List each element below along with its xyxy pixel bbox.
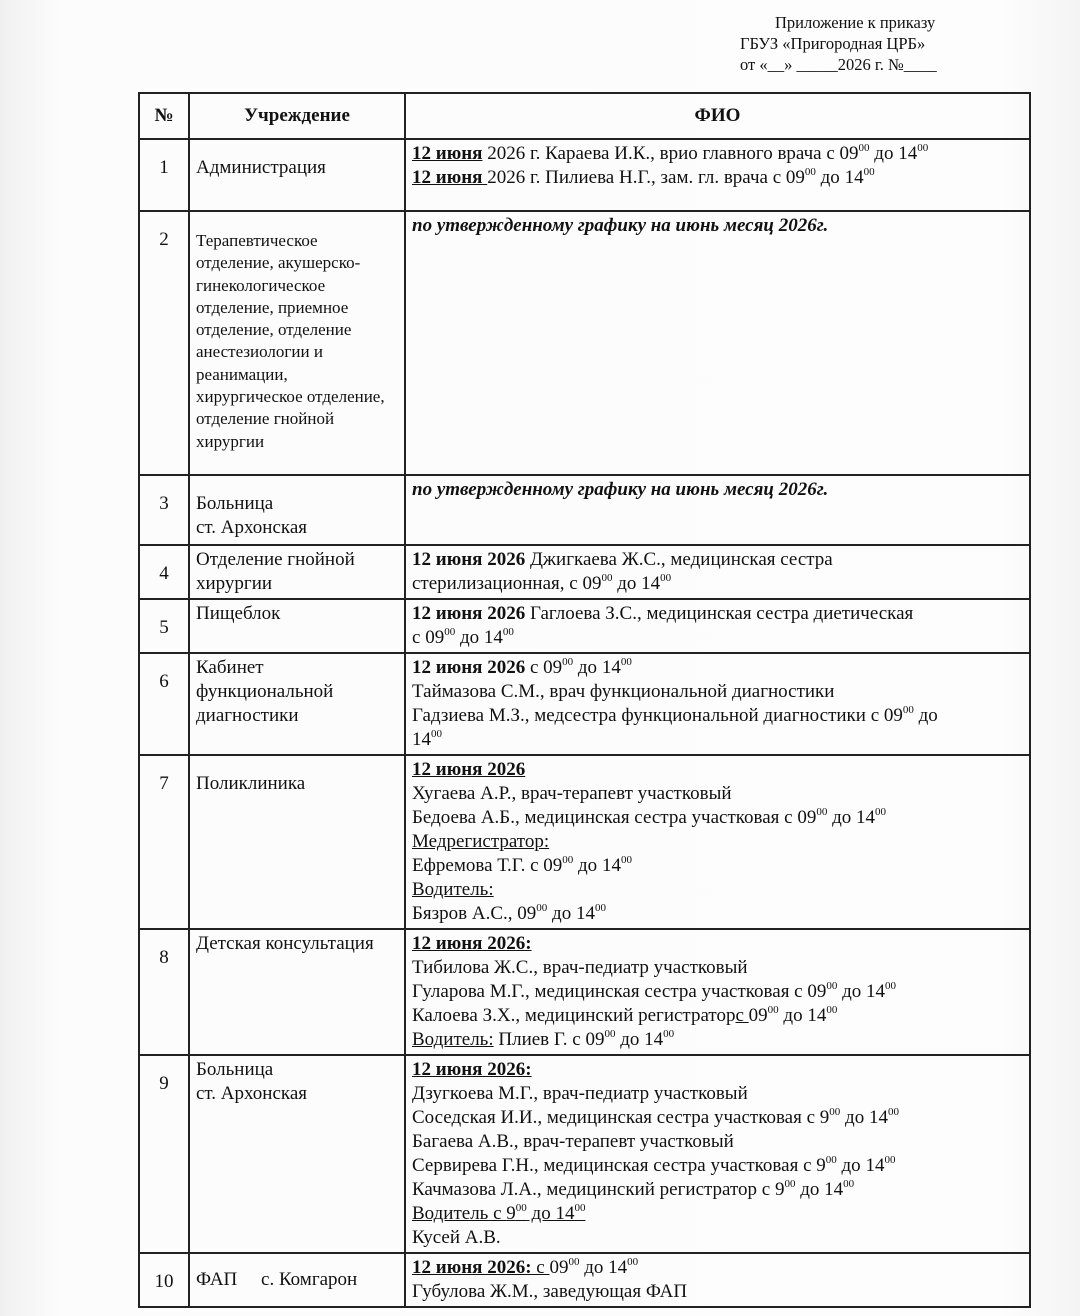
- row-fio: 12 июня 2026 Джигкаева Ж.С., медицинская сестра стерилизационная, с $09^{00}$ до $14^{00}$: [405, 545, 1030, 599]
- row-number: 2: [139, 211, 189, 475]
- row-fio: 12 июня 2026 Гаглоева З.С., медицинская сестра диетическая с $09^{00}$ до $14^{00}$: [405, 599, 1030, 653]
- header-line-2: ГБУЗ «Пригородная ЦРБ»: [740, 34, 926, 53]
- date: 12 июня 2026: [412, 549, 526, 570]
- header-line-1: Приложение к приказу: [775, 13, 936, 32]
- table-row: [139, 545, 1030, 599]
- column-header-institution: Учреждение: [189, 93, 405, 139]
- row-institution: Больница ст. Архонская: [189, 475, 405, 545]
- row-number: 8: [139, 929, 189, 1055]
- date: 12 июня 2026: [412, 759, 526, 780]
- row-number: 7: [139, 755, 189, 929]
- date: 12 июня 2026: [412, 603, 526, 624]
- row-number: 9: [139, 1055, 189, 1253]
- table-row: [139, 755, 1030, 929]
- table-row: [139, 139, 1030, 211]
- table-row: [139, 475, 1030, 545]
- table-row: [139, 211, 1030, 475]
- row-fio: 12 июня 2026 г. Караева И.К., врио главного врача с $09^{00}$ до $14^{00}$ 12 июня 2026 г. Пилиева Н.Г., зам. гл. врача с $09^{00}$ до $14^{00}$: [405, 139, 1030, 211]
- table-header-row: [139, 93, 1030, 139]
- row-number: 10: [139, 1253, 189, 1307]
- schedule-note: по утвержденному графику на июнь месяц 2026г.: [412, 479, 829, 500]
- row-institution: Кабинет функциональной диагностики: [189, 653, 405, 755]
- table-row: [139, 929, 1030, 1055]
- column-header-fio: ФИО: [405, 93, 1030, 139]
- column-header-num: №: [139, 93, 189, 139]
- date: 12 июня 2026: [412, 657, 526, 678]
- row-fio: [405, 475, 1030, 545]
- row-institution: Детская консультация: [189, 929, 405, 1055]
- schedule-note: по утвержденному графику на июнь месяц 2026г.: [412, 215, 829, 236]
- row-fio: 12 июня 2026 Хугаева А.Р., врач-терапевт участковый Бедоева А.Б., медицинская сестра участковая с $09^{00}$ до $14^{00}$ Медрегистратор: Ефремова Т.Г. с $09^{00}$ до $14^{00}$ Водитель: Бязров А.С., $09^{00}$ до $14^{00}$: [405, 755, 1030, 929]
- table-row: [139, 1253, 1030, 1307]
- table-row: [139, 653, 1030, 755]
- row-fio: [405, 211, 1030, 475]
- row-institution: Пищеблок: [189, 599, 405, 653]
- row-number: 5: [139, 599, 189, 653]
- document-header: [740, 12, 970, 75]
- date: 12 июня 2026:: [412, 1059, 532, 1080]
- row-institution: Больница ст. Архонская: [189, 1055, 405, 1253]
- date: 12 июня 2026:: [412, 933, 532, 954]
- row-number: 3: [139, 475, 189, 545]
- row-institution: Поликлиника: [189, 755, 405, 929]
- date: 12 июня: [412, 143, 483, 164]
- row-fio: 12 июня 2026 с $09^{00}$ до $14^{00}$ Таймазова С.М., врач функциональной диагностики Гадзиева М.З., медсестра функциональной диагностики с $09^{00}$ до $14^{00}$: [405, 653, 1030, 755]
- row-number: 4: [139, 545, 189, 599]
- row-fio: 12 июня 2026: с $09^{00}$ до $14^{00}$ Губулова Ж.М., заведующая ФАП: [405, 1253, 1030, 1307]
- row-fio: 12 июня 2026: Тибилова Ж.С., врач-педиатр участковый Гуларова М.Г., медицинская сестра участковая с $09^{00}$ до $14^{00}$ Калоева З.Х., медицинский регистраторс $09^{00}$ до $14^{00}$ Водитель: Плиев Г. с $09^{00}$ до $14^{00}$: [405, 929, 1030, 1055]
- schedule-table: [138, 92, 1031, 1308]
- header-line-3: от «__» _____2026 г. №____: [740, 55, 937, 74]
- row-fio: 12 июня 2026: Дзугкоева М.Г., врач-педиатр участковый Соседская И.И., медицинская сестра участковая с $9^{00}$ до $14^{00}$ Багаева А.В., врач-терапевт участковый Сервирева Г.Н., медицинская сестра участковая с $9^{00}$ до $14^{00}$ Качмазова Л.А., медицинский регистратор с $9^{00}$ до $14^{00}$ Водитель с $9^{00}$ до $14^{00}$ Кусей А.В.: [405, 1055, 1030, 1253]
- row-institution: Администрация: [189, 139, 405, 211]
- row-institution: Терапевтическое отделение, акушерско-гинекологическое отделение, приемное отделение, отделение анестезиологии и реанимации, хирургическое отделение, отделение гнойной хирургии: [189, 211, 405, 475]
- date: 12 июня: [412, 167, 488, 188]
- table-row: [139, 599, 1030, 653]
- row-institution: Отделение гнойной хирургии: [189, 545, 405, 599]
- date: 12 июня 2026:: [412, 1257, 532, 1278]
- table-row: [139, 1055, 1030, 1253]
- row-institution: ФАП с. Комгарон: [189, 1253, 405, 1307]
- row-number: 1: [139, 139, 189, 211]
- row-number: 6: [139, 653, 189, 755]
